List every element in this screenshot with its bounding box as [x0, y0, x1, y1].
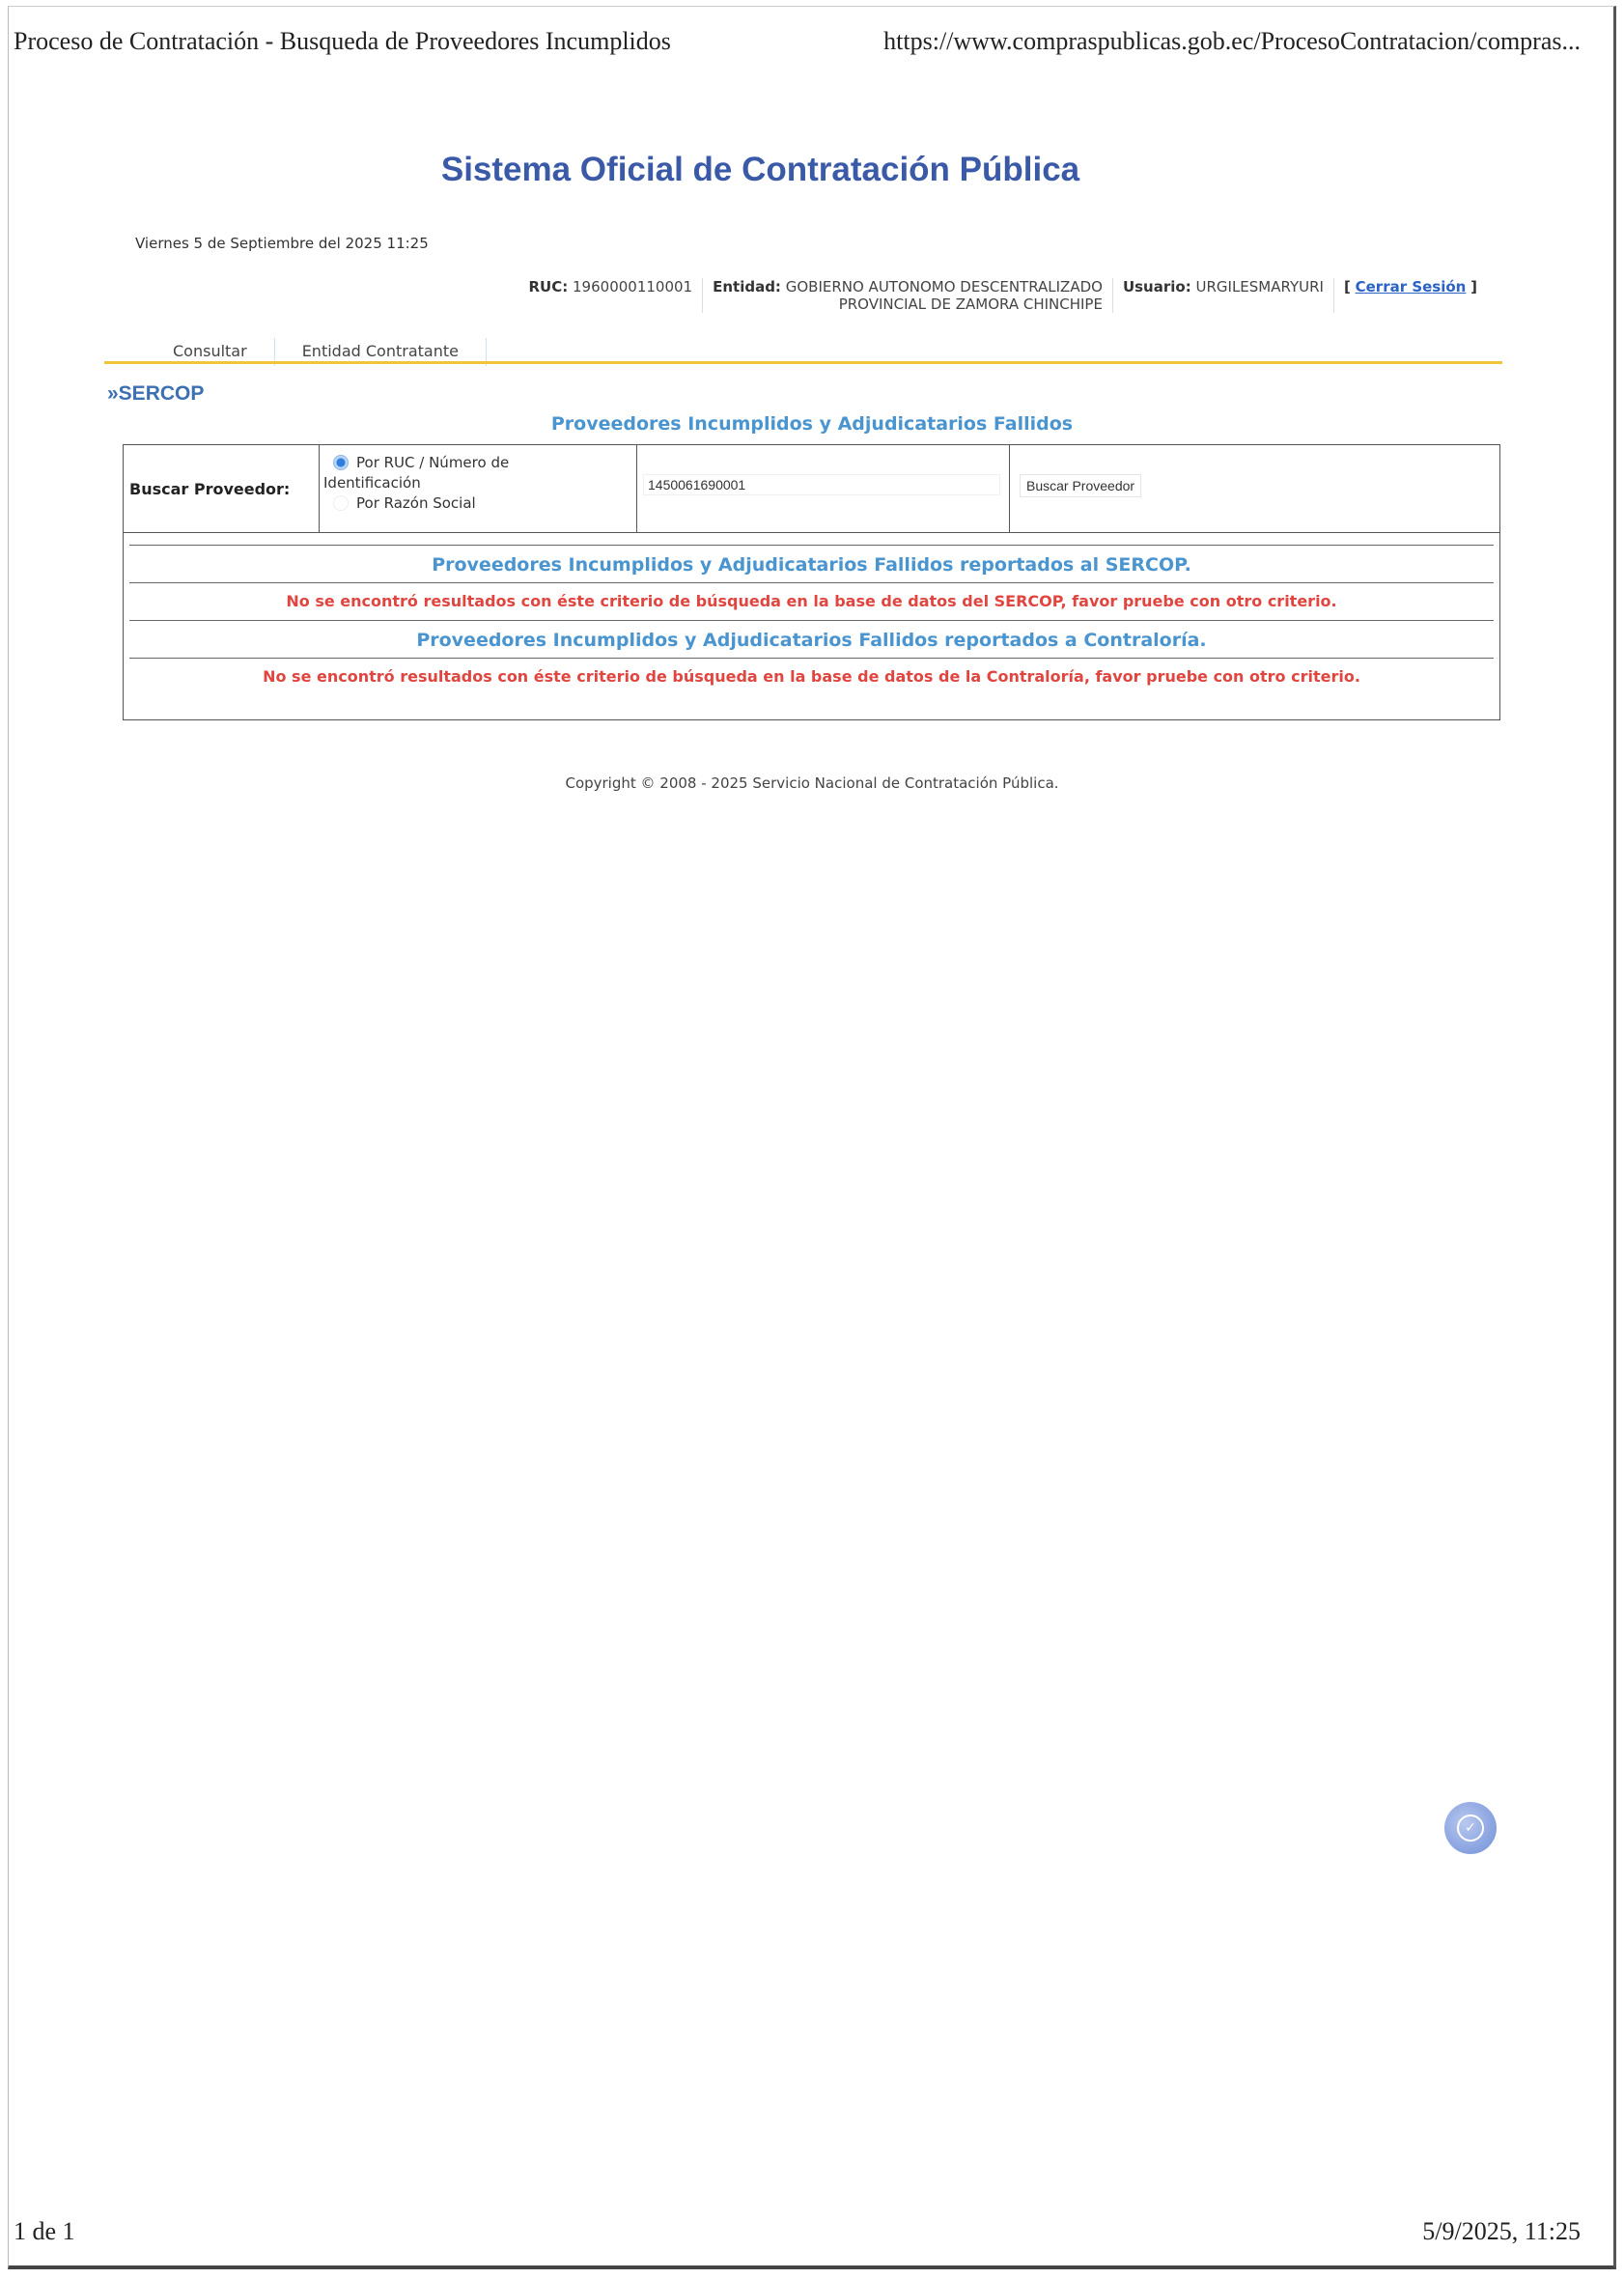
search-input[interactable]	[643, 474, 1000, 495]
section-breadcrumb: »SERCOP	[107, 382, 205, 405]
entity-info	[703, 278, 1113, 313]
user-name: URGILESMARYURI	[1195, 278, 1324, 295]
clock-icon: ✓	[1457, 1815, 1484, 1842]
contraloria-results-heading: Proveedores Incumplidos y Adjudicatarios Fallidos reportados a Contraloría.	[416, 630, 1207, 651]
search-form	[123, 444, 1500, 533]
option-razon-social[interactable]	[323, 493, 636, 514]
tab-entidad-contratante[interactable]: Entidad Contratante	[275, 338, 487, 366]
search-input-cell	[637, 445, 1010, 532]
floating-widget[interactable]	[1444, 1802, 1500, 1854]
page-subtitle: Proveedores Incumplidos y Adjudicatarios Fallidos	[550, 413, 1074, 435]
user-info	[1113, 278, 1334, 313]
search-button[interactable]: Buscar Proveedor	[1020, 474, 1141, 497]
ruc-label: RUC:	[528, 278, 569, 295]
user-label: Usuario:	[1122, 278, 1191, 295]
logout-wrapper	[1334, 278, 1487, 313]
sercop-results-heading: Proveedores Incumplidos y Adjudicatarios Fallidos reportados al SERCOP.	[432, 554, 1191, 576]
print-page-url: https://www.compraspublicas.gob.ec/ProcesoContratacion/compras...	[883, 27, 1581, 55]
logout-bracket-close: ]	[1470, 278, 1477, 295]
radio-razon-social[interactable]	[333, 495, 349, 511]
search-type-options	[320, 445, 637, 532]
radio-ruc-selected[interactable]	[333, 455, 349, 470]
logout-bracket-open: [	[1343, 278, 1351, 295]
contraloria-no-results-message: No se encontró resultados con éste criterio de búsqueda en la base de datos de la Contraloría, favor pruebe con otro criterio.	[263, 667, 1360, 686]
tab-consultar[interactable]: Consultar	[145, 338, 275, 366]
ruc-info	[518, 278, 703, 313]
current-datetime: Viernes 5 de Septiembre del 2025 11:25	[135, 235, 429, 252]
option-razon-label: Por Razón Social	[356, 494, 476, 512]
widget-disc[interactable]	[1444, 1802, 1497, 1854]
option-ruc-label-line1: Por RUC / Número de	[356, 454, 510, 471]
option-ruc-label-line2: Identificación	[323, 474, 421, 492]
print-page-number: 1 de 1	[14, 2217, 75, 2245]
print-datetime: 5/9/2025, 11:25	[1422, 2217, 1581, 2245]
entity-name-line1: GOBIERNO AUTONOMO DESCENTRALIZADO	[785, 278, 1103, 295]
sercop-no-results-message: No se encontró resultados con éste criterio de búsqueda en la base de datos del SERCOP, favor pruebe con otro criterio.	[286, 592, 1337, 610]
option-ruc[interactable]	[323, 453, 636, 473]
print-page-title: Proceso de Contratación - Busqueda de Proveedores Incumplidos	[14, 27, 671, 55]
results-panel	[123, 533, 1500, 720]
entity-name-line2: PROVINCIAL DE ZAMORA CHINCHIPE	[838, 295, 1103, 313]
site-title: Sistema Oficial de Contratación Pública	[440, 151, 1080, 188]
user-info-bar	[473, 278, 1487, 313]
logout-link[interactable]: Cerrar Sesión	[1355, 278, 1467, 295]
ruc-value: 1960000110001	[573, 278, 693, 295]
search-button-cell	[1010, 445, 1499, 532]
copyright-notice: Copyright © 2008 - 2025 Servicio Nacional de Contratación Pública.	[565, 774, 1059, 792]
entity-label: Entidad:	[713, 278, 781, 295]
nav-divider	[104, 361, 1502, 364]
search-label: Buscar Proveedor:	[124, 445, 320, 532]
